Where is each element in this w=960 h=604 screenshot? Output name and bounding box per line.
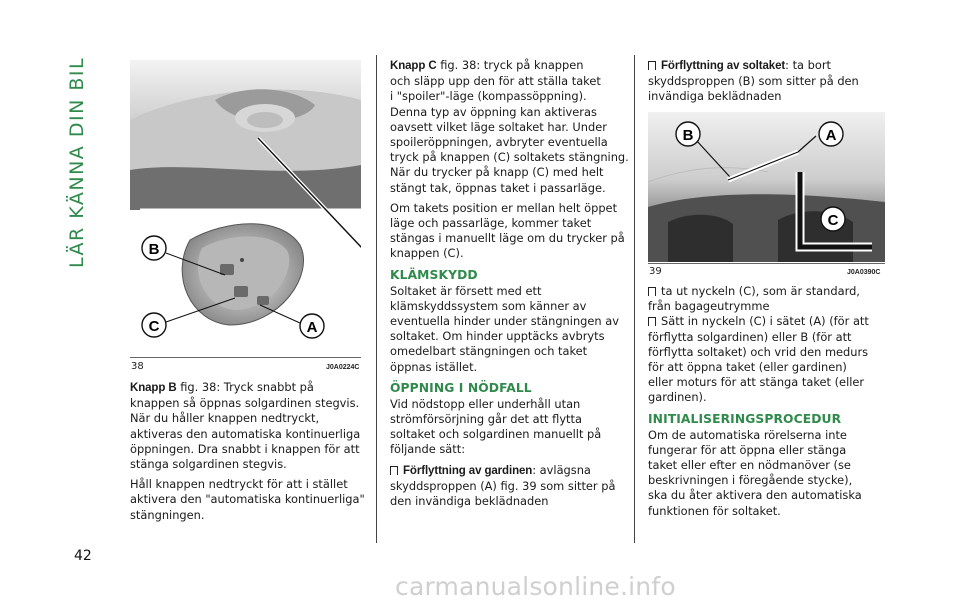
column-divider-1 <box>376 55 377 543</box>
bullet-satt-in: Sätt in nyckeln (C) i sätet (A) (för att förflytta solgardinen) eller B (för att förflytta soltaket) och vrid den medurs för att öppna taket (eller gardinen) eller moturs för att stänga taket (eller gardinen). <box>648 314 869 405</box>
heading-klamskydd: KLÄMSKYDD <box>390 267 478 282</box>
fig38-label-c: C <box>148 318 160 335</box>
fig38-label-a: A <box>306 319 318 336</box>
bullet-nyckel: ta ut nyckeln (C), som är standard, från bagageutrymme <box>648 284 860 314</box>
heading-initialiseringsprocedur: INITIALISERINGSPROCEDUR <box>648 411 842 426</box>
bullet-icon <box>648 287 656 296</box>
bullet-icon <box>648 317 656 326</box>
fig39-label-a: A <box>825 127 837 144</box>
figure-39-number: 39 <box>649 266 662 277</box>
position-paragraph: Om takets position er mellan helt öppet läge och passarläge, kommer taket stängas i manuellt läge om du trycker på knappen (C). <box>390 200 625 261</box>
figure-39 <box>648 112 885 262</box>
klamskydd-paragraph: Soltaket är försett med ett klämskyddssystem som känner av eventuella hinder under stängningen av soltaket. Om hinder upptäcks avbryts omedelbart stängningen och taket öppnas istället. <box>390 283 619 374</box>
section-title: LÄR KÄNNA DIN BIL <box>66 56 88 268</box>
knapp-b-paragraph: Knapp B fig. 38: Tryck snabbt på knappen så öppnas solgardinen stegvis. När du håller knappen nedtryckt, aktiveras den automatiska kontinuerliga öppningen. Dra snabbt i knappen för att stänga solgardinen stegvis. <box>130 380 361 472</box>
figure-38-image <box>130 60 361 355</box>
fig39-label-b: B <box>682 127 694 144</box>
column-2 <box>390 58 630 514</box>
column-divider-2 <box>634 55 635 543</box>
figure-38 <box>130 60 361 355</box>
bullet-icon <box>390 466 398 475</box>
figure-39-image <box>648 112 885 262</box>
figure-39-code: J0A0390C <box>847 269 881 276</box>
hold-button-paragraph: Håll knappen nedtryckt för att i stället aktivera den "automatiska kontinuerliga" stängningen. <box>130 477 365 522</box>
page-number: 42 <box>74 548 92 564</box>
knapp-c-paragraph: Knapp C fig. 38: tryck på knappen och släpp upp den för att ställa taket i "spoiler"-läge (kompassöppning). Denna typ av öppning kan aktiveras oavsett vilket läge soltaket har. Under spoileröppningen, avbryter eventuella tryck på knappen (C) soltakets stängning. När du trycker på knapp (C) med helt stängt tak, öppnas taket i passarläge. <box>390 58 629 195</box>
bullet-icon <box>648 61 656 70</box>
watermark: carmanualsonline.info <box>395 572 676 601</box>
fig38-label-b: B <box>148 241 160 258</box>
init-paragraph: Om de automatiska rörelserna inte fungerar för att öppna eller stänga taket eller efter en nödmanöver (se beskrivningen i föregående stycke), ska du åter aktivera den automatiska funktionen för soltaket. <box>648 427 862 518</box>
knapp-b-term: Knapp B <box>130 382 177 394</box>
column-1 <box>130 380 370 528</box>
bullet-gardin: Förflyttning av gardinen: avlägsna skyddsproppen (A) fig. 39 som sitter på den invändiga beklädnaden <box>390 462 616 509</box>
knapp-c-term: Knapp C <box>390 60 437 72</box>
heading-oppning-i-nodfall: ÖPPNING I NÖDFALL <box>390 380 532 395</box>
fig39-label-c: C <box>827 212 839 229</box>
column-3-top <box>648 58 888 110</box>
figure-38-code: J0A0224C <box>326 364 360 371</box>
bullet-soltak: Förflyttning av soltaket: ta bort skyddsproppen (B) som sitter på den invändiga beklädnaden <box>648 58 859 104</box>
nodfall-paragraph: Vid nödstopp eller underhåll utan strömförsörjning går det att flytta soltaket och solgardinen manuellt på följande sätt: <box>390 396 602 457</box>
figure-38-number: 38 <box>131 361 144 372</box>
column-3-bottom <box>648 284 888 524</box>
